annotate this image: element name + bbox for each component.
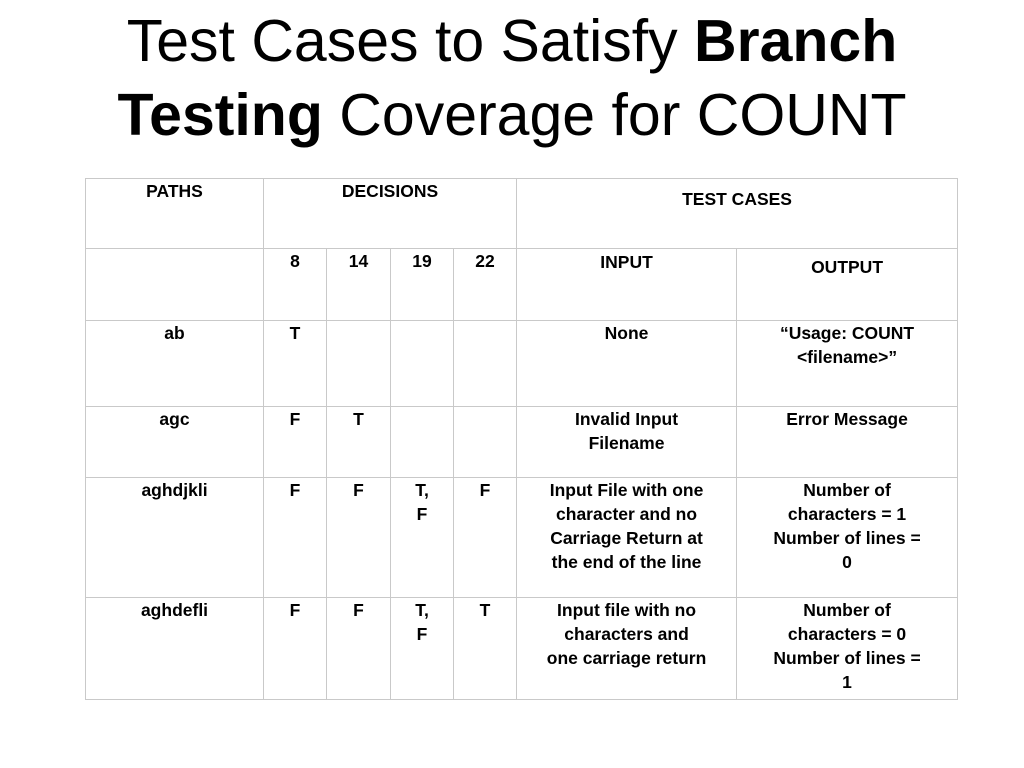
cell-d14: F (327, 478, 391, 598)
output-line: characters = 0 (787, 624, 907, 644)
cell-output (737, 598, 958, 700)
output-line: Number of (803, 480, 891, 500)
cell-output (737, 321, 958, 407)
title-line2-plain: Coverage for COUNT (322, 82, 907, 148)
output-line: Number of lines = (773, 648, 921, 668)
input-line: character and no (556, 504, 698, 524)
cell-input (517, 598, 737, 700)
input-line: Input file with no (557, 600, 697, 620)
cell-input (517, 478, 737, 598)
test-case-table (85, 178, 958, 700)
cell-path: aghdjkli (86, 478, 264, 598)
decision-col-19: 19 (391, 249, 454, 321)
cell-input: None (517, 321, 737, 407)
output-line: Number of (803, 600, 891, 620)
input-line: Input File with one (549, 480, 704, 500)
cell-path: ab (86, 321, 264, 407)
cell-d22 (454, 321, 517, 407)
cell-d22 (454, 407, 517, 478)
cell-path: agc (86, 407, 264, 478)
cell-d8: F (264, 478, 327, 598)
table-header-row (86, 179, 958, 249)
input-line: characters and (564, 624, 689, 644)
cell-path: aghdefli (86, 598, 264, 700)
title-line2-bold: Testing (117, 82, 323, 148)
subheader-input: INPUT (517, 249, 737, 321)
title-line1-plain: Test Cases to Satisfy (126, 8, 694, 74)
decision-col-14: 14 (327, 249, 391, 321)
cell-d22: T (454, 598, 517, 700)
input-line: Filename (588, 433, 665, 453)
table-subheader-row (86, 249, 958, 321)
cell-d19 (391, 407, 454, 478)
table-row (86, 478, 958, 598)
cell-d14: T (327, 407, 391, 478)
output-line: “Usage: COUNT (779, 323, 915, 343)
cell-d8: T (264, 321, 327, 407)
output-line: <filename>” (796, 347, 898, 367)
cell-d22: F (454, 478, 517, 598)
input-line: the end of the line (551, 552, 702, 572)
title-line1-bold: Branch (694, 8, 898, 74)
subheader-empty (86, 249, 264, 321)
cell-d19 (391, 478, 454, 598)
table-row (86, 598, 958, 700)
decision-value: T, (415, 480, 429, 500)
decision-col-8: 8 (264, 249, 327, 321)
cell-d8: F (264, 407, 327, 478)
cell-d14 (327, 321, 391, 407)
output-line: Number of lines = (773, 528, 921, 548)
table-row (86, 321, 958, 407)
header-test-cases: TEST CASES (517, 179, 958, 249)
header-paths: PATHS (86, 179, 264, 249)
output-line: 0 (842, 552, 852, 572)
slide-title (0, 4, 1024, 152)
cell-d19 (391, 321, 454, 407)
decision-col-22: 22 (454, 249, 517, 321)
subheader-output: OUTPUT (737, 249, 958, 321)
decision-value: F (416, 624, 428, 644)
cell-d19 (391, 598, 454, 700)
cell-d8: F (264, 598, 327, 700)
cell-output (737, 478, 958, 598)
output-line: 1 (842, 672, 852, 692)
decision-value: F (416, 504, 428, 524)
table-row (86, 407, 958, 478)
output-line: characters = 1 (787, 504, 907, 524)
input-line: one carriage return (546, 648, 707, 668)
decision-value: T, (415, 600, 429, 620)
cell-input (517, 407, 737, 478)
cell-d14: F (327, 598, 391, 700)
input-line: Carriage Return at (550, 528, 703, 548)
header-decisions: DECISIONS (264, 179, 517, 249)
cell-output: Error Message (737, 407, 958, 478)
input-line: Invalid Input (575, 409, 679, 429)
